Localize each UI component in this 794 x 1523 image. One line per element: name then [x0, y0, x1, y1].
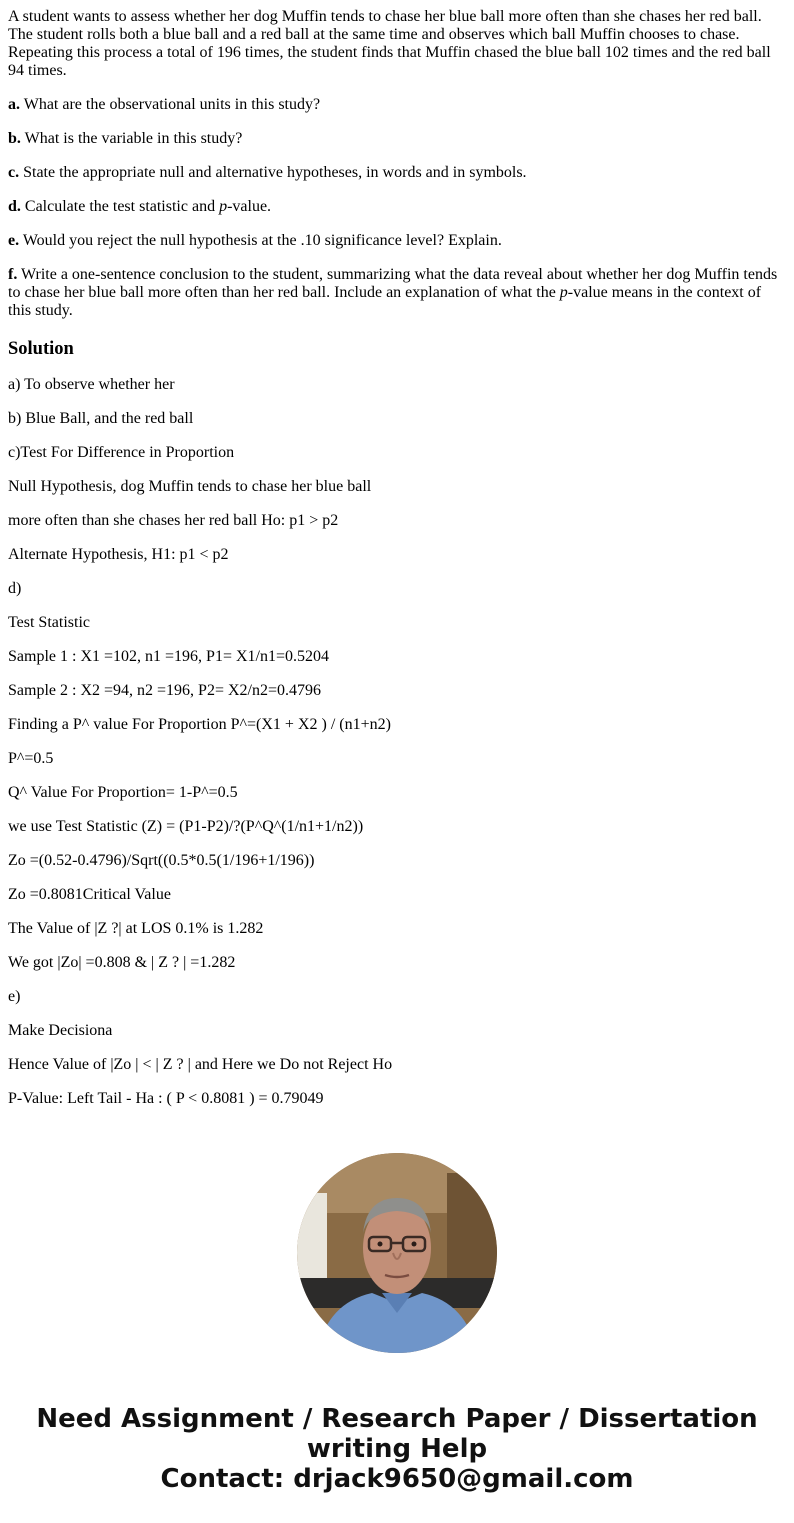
part-text: State the appropriate null and alternative hypotheses, in words and in symbols.	[19, 164, 527, 181]
solution-line: Sample 1 : X1 =102, n1 =196, P1= X1/n1=0.5204	[8, 648, 329, 665]
solution-line: Test Statistic	[8, 614, 90, 631]
solution-line: we use Test Statistic (Z) = (P1-P2)/?(P^Q^(1/n1+1/n2))	[8, 818, 364, 835]
part-text: -value.	[227, 198, 272, 215]
avatar-photo	[297, 1153, 497, 1353]
footer-line: writing Help	[306, 1434, 488, 1464]
solution-heading: Solution	[8, 339, 74, 359]
question-intro: A student wants to assess whether her dog Muffin tends to chase her blue ball more often than she chases her red ball. The student rolls both a blue ball and a red ball at the same time and observes which ball Muffin chooses to chase. Repeating this process a total of 196 times, the student finds that Muffin chased the blue ball 102 times and the red ball 94 times.	[8, 8, 771, 79]
solution-line: e)	[8, 988, 21, 1005]
question-part-a	[8, 96, 786, 114]
solution-line: more often than she chases her red ball Ho: p1 > p2	[8, 512, 339, 529]
solution-line: Make Decisiona	[8, 1022, 113, 1039]
solution-line: Hence Value of |Zo | < | Z ? | and Here we Do not Reject Ho	[8, 1056, 393, 1073]
solution-line: Finding a P^ value For Proportion P^=(X1 + X2 ) / (n1+n2)	[8, 716, 391, 733]
avatar	[297, 1153, 497, 1353]
part-letter: a.	[8, 96, 20, 113]
part-letter: e.	[8, 232, 20, 249]
solution-line: The Value of |Z ?| at LOS 0.1% is 1.282	[8, 920, 264, 937]
solution-line: We got |Zo| =0.808 & | Z ? | =1.282	[8, 954, 236, 971]
part-letter: b.	[8, 130, 21, 147]
part-text: What are the observational units in this study?	[20, 96, 321, 113]
question-part-e	[8, 232, 786, 250]
solution-line: a) To observe whether her	[8, 376, 175, 393]
solution-line: Q^ Value For Proportion= 1-P^=0.5	[8, 784, 238, 801]
solution-line: Alternate Hypothesis, H1: p1 < p2	[8, 546, 229, 563]
solution-line: Zo =(0.52-0.4796)/Sqrt((0.5*0.5(1/196+1/196))	[8, 852, 315, 869]
solution-line: Zo =0.8081Critical Value	[8, 886, 171, 903]
question-part-d	[8, 198, 786, 216]
solution-line: d)	[8, 580, 22, 597]
solution-line: P^=0.5	[8, 750, 54, 767]
part-italic: p	[219, 198, 228, 215]
part-letter: c.	[8, 164, 20, 181]
question-part-b	[8, 130, 786, 148]
solution-line: b) Blue Ball, and the red ball	[8, 410, 194, 427]
part-text: Calculate the test statistic and	[20, 198, 220, 215]
part-text: What is the variable in this study?	[20, 130, 243, 147]
solution-body	[8, 376, 786, 1108]
part-text: Write a one-sentence conclusion to the student, summarizing what the data reveal about whether her dog Muffin tends to chase her blue ball more often than her red ball. Include an explanation of what the	[8, 266, 778, 301]
document-content	[8, 8, 786, 1124]
footer-banner	[0, 1404, 794, 1494]
solution-line: Sample 2 : X2 =94, n2 =196, P2= X2/n2=0.4796	[8, 682, 321, 699]
question-part-c	[8, 164, 786, 182]
part-italic: p	[559, 284, 568, 301]
question-part-f	[8, 266, 786, 320]
solution-line: c)Test For Difference in Proportion	[8, 444, 235, 461]
part-letter: d.	[8, 198, 21, 215]
part-letter: f.	[8, 266, 18, 283]
part-text: Would you reject the null hypothesis at the .10 significance level? Explain.	[19, 232, 502, 249]
solution-line: Null Hypothesis, dog Muffin tends to chase her blue ball	[8, 478, 372, 495]
footer-contact: Contact: drjack9650@gmail.com	[160, 1464, 634, 1494]
solution-line: P-Value: Left Tail - Ha : ( P < 0.8081 ) = 0.79049	[8, 1090, 324, 1107]
part-text: -value means in the context of this study.	[8, 284, 762, 319]
footer-line: Need Assignment / Research Paper / Dissertation	[36, 1404, 758, 1434]
